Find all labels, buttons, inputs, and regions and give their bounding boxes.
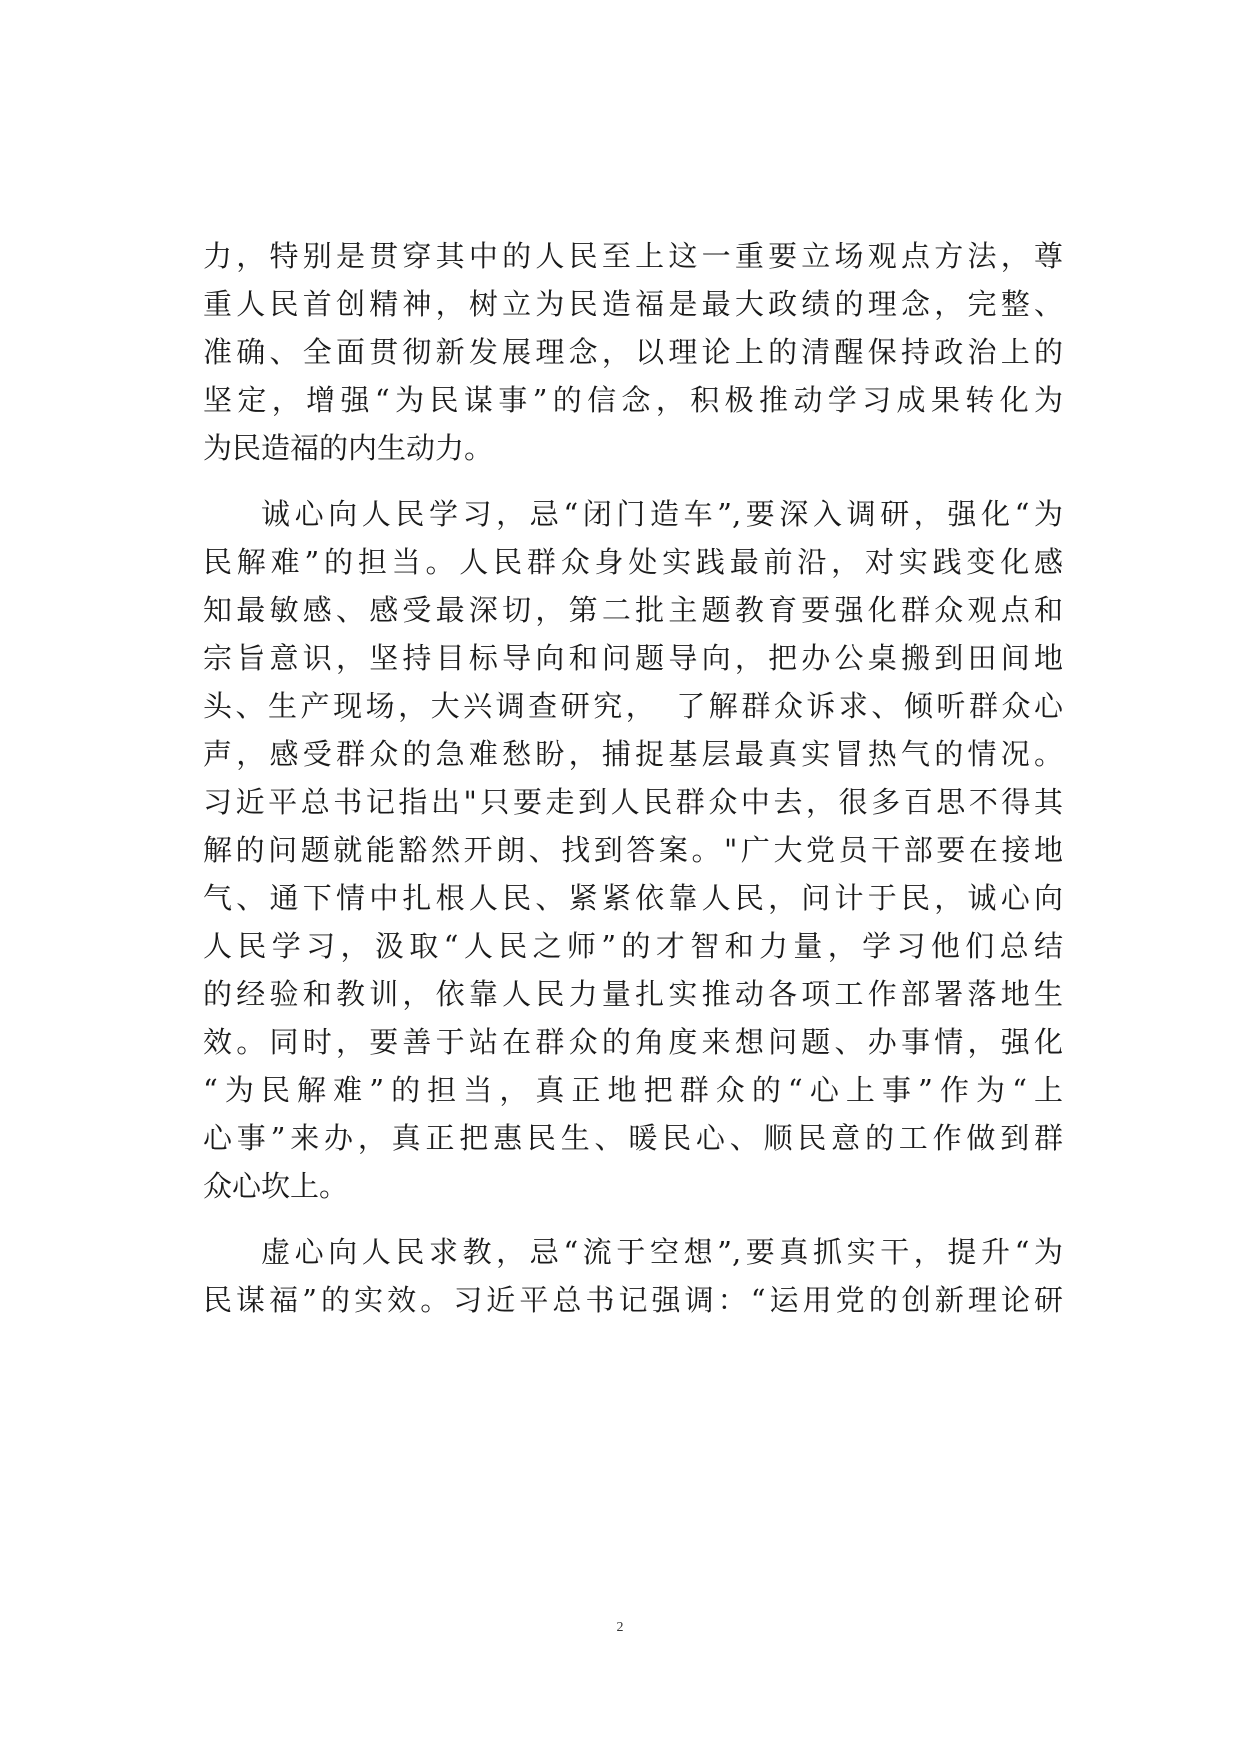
text-line: 虚心向人民求教，忌“流于空想”,要真抓实干，提升“为 xyxy=(261,1235,1063,1269)
text-line: 重人民首创精神，树立为民造福是最大政绩的理念，完整、 xyxy=(203,287,1063,321)
text-line: 知最敏感、感受最深切，第二批主题教育要强化群众观点和 xyxy=(203,593,1063,627)
text-line: 众心坎上。 xyxy=(203,1169,349,1203)
paragraph-1 xyxy=(203,232,1063,472)
text-line: 习近平总书记指出"只要走到人民群众中去，很多百思不得其 xyxy=(203,785,1063,819)
text-line: 心事”来办，真正把惠民生、暖民心、顺民意的工作做到群 xyxy=(203,1121,1063,1155)
paragraph-2 xyxy=(203,490,1063,1210)
text-line: 头、生产现场，大兴调查研究， 了解群众诉求、倾听群众心 xyxy=(203,689,1063,723)
text-line: “为民解难”的担当，真正地把群众的“心上事”作为“上 xyxy=(203,1073,1063,1107)
text-line: 气、通下情中扎根人民、紧紧依靠人民，问计于民，诚心向 xyxy=(203,881,1063,915)
text-line: 声，感受群众的急难愁盼，捕捉基层最真实冒热气的情况。 xyxy=(203,737,1063,771)
text-line: 民解难”的担当。人民群众身处实践最前沿，对实践变化感 xyxy=(203,545,1063,579)
paragraph-3 xyxy=(203,1228,1063,1324)
page-number: 2 xyxy=(616,1620,624,1635)
text-line: 人民学习，汲取“人民之师”的才智和力量，学习他们总结 xyxy=(203,929,1063,963)
text-line: 宗旨意识，坚持目标导向和问题导向，把办公桌搬到田间地 xyxy=(203,641,1063,675)
text-line: 的经验和教训，依靠人民力量扎实推动各项工作部署落地生 xyxy=(203,977,1063,1011)
text-line: 为民造福的内生动力。 xyxy=(203,431,494,465)
text-line: 力，特别是贯穿其中的人民至上这一重要立场观点方法，尊 xyxy=(203,239,1063,273)
text-line: 坚定，增强“为民谋事”的信念，积极推动学习成果转化为 xyxy=(203,383,1063,417)
text-line: 准确、全面贯彻新发展理念，以理论上的清醒保持政治上的 xyxy=(203,335,1063,369)
text-line: 民谋福”的实效。习近平总书记强调：“运用党的创新理论研 xyxy=(203,1283,1063,1317)
body-text xyxy=(203,232,1063,1342)
text-line: 解的问题就能豁然开朗、找到答案。"广大党员干部要在接地 xyxy=(203,833,1063,867)
text-line: 诚心向人民学习，忌“闭门造车”,要深入调研，强化“为 xyxy=(261,497,1063,531)
text-line: 效。同时，要善于站在群众的角度来想问题、办事情，强化 xyxy=(203,1025,1063,1059)
